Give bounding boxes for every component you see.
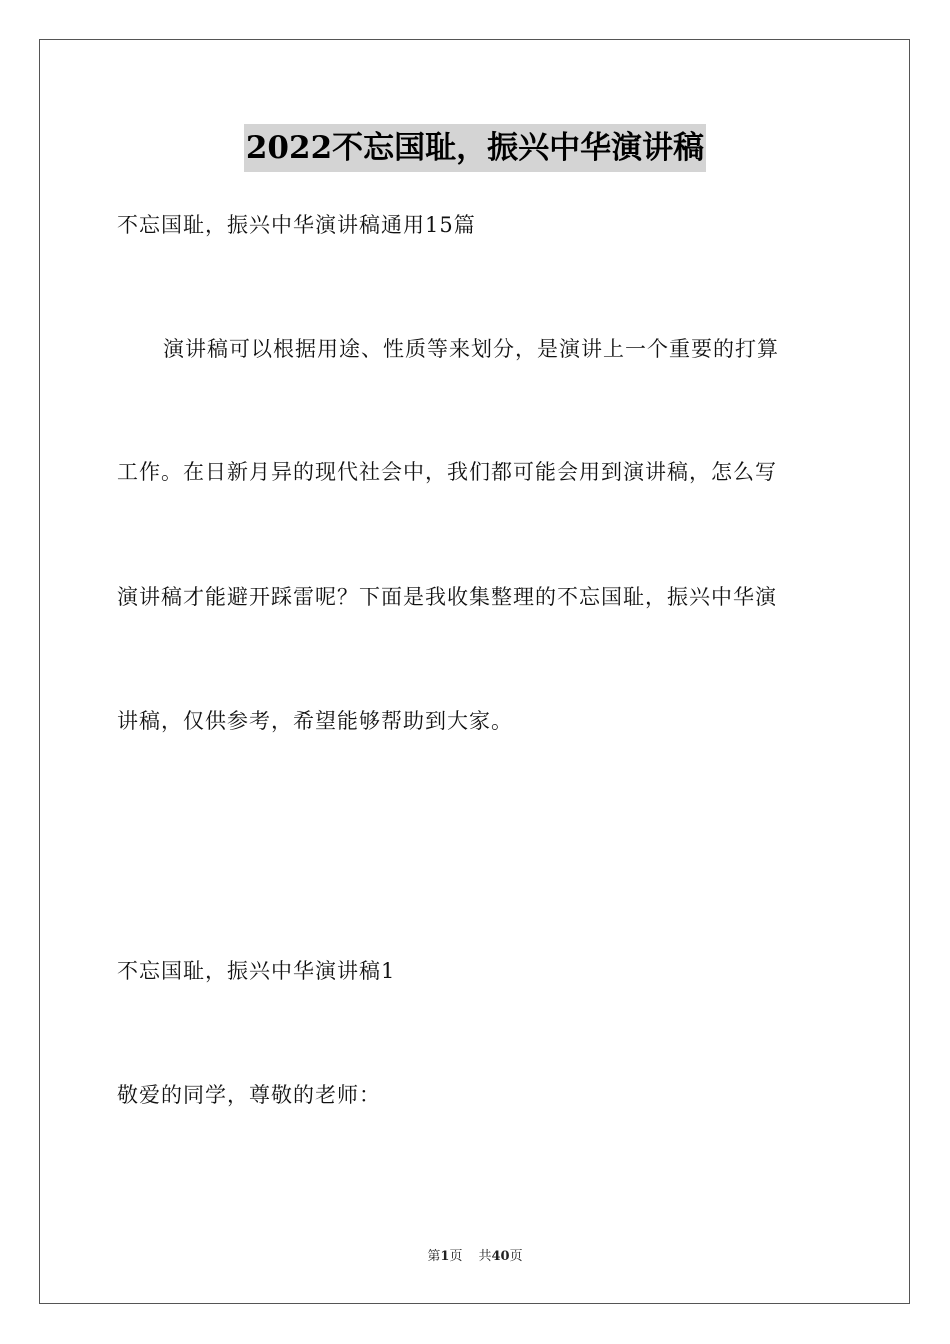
footer-total-pages: 40 <box>491 1249 510 1264</box>
salutation: 敬爱的同学，尊敬的老师： <box>117 1083 381 1107</box>
intro-paragraph-line: 讲稿，仅供参考，希望能够帮助到大家。 <box>117 709 513 733</box>
section-heading: 不忘国耻，振兴中华演讲稿1 <box>117 959 396 983</box>
intro-paragraph-line: 工作。在日新月异的现代社会中，我们都可能会用到演讲稿，怎么写 <box>117 460 777 484</box>
footer-page-prefix: 第 <box>427 1249 441 1264</box>
footer-total-prefix: 共 <box>478 1249 492 1264</box>
footer-total-suffix: 页 <box>509 1249 523 1264</box>
page-footer <box>0 1248 950 1266</box>
footer-page-suffix: 页 <box>449 1249 463 1264</box>
document-subtitle: 不忘国耻，振兴中华演讲稿通用15篇 <box>117 213 476 237</box>
footer-page-number: 1 <box>440 1249 450 1264</box>
document-title: 2022不忘国耻，振兴中华演讲稿 <box>244 124 706 172</box>
title-container <box>0 124 950 172</box>
intro-paragraph-line: 演讲稿才能避开踩雷呢？下面是我收集整理的不忘国耻，振兴中华演 <box>117 585 777 609</box>
intro-paragraph-line: 演讲稿可以根据用途、性质等来划分，是演讲上一个重要的打算 <box>163 337 779 361</box>
